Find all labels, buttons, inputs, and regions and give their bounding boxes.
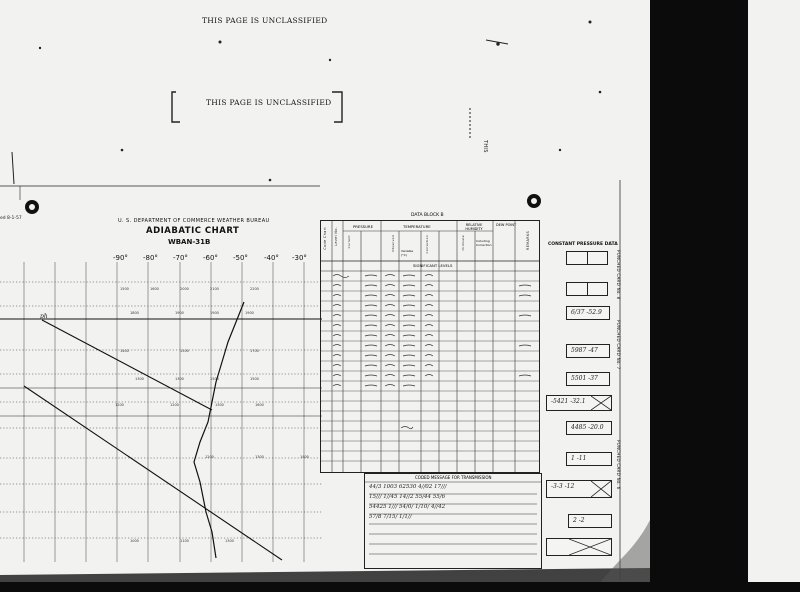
svg-text:2100: 2100 — [210, 287, 219, 291]
svg-text:2000: 2000 — [180, 287, 189, 291]
temp-label: -40° — [264, 254, 279, 262]
card-value: 1 -11 — [571, 455, 587, 462]
header-current: Current — [347, 235, 351, 249]
header-dew-point: DEW POINT — [496, 223, 517, 227]
svg-text:1300: 1300 — [175, 377, 184, 381]
card-value: 4485 -20.0 — [571, 424, 604, 431]
form-code: WBAN-31B — [168, 238, 211, 246]
pressure-card — [568, 514, 612, 528]
svg-text:1000: 1000 — [130, 539, 139, 543]
pressure-card — [566, 251, 608, 265]
svg-text:2200: 2200 — [250, 287, 259, 291]
data-block-table — [320, 213, 540, 473]
svg-text:1600: 1600 — [150, 287, 159, 291]
svg-text:1500: 1500 — [210, 377, 219, 381]
punched-card-8-label: PUNCHED CARD No. 8 — [616, 250, 621, 300]
message-line: 15/// 1//45 14//2 55/44 55/6 — [369, 494, 446, 500]
punched-card-7-label: PUNCHED CARD No. 7 — [616, 320, 621, 370]
card-value: 5501 -37 — [571, 375, 598, 382]
svg-text:1300: 1300 — [215, 403, 224, 407]
chart-title: ADIABATIC CHART — [146, 226, 240, 236]
header-remarks: REMARKS — [526, 231, 530, 251]
pressure-card — [566, 421, 612, 435]
svg-text:1500: 1500 — [180, 349, 189, 353]
pressure-card — [566, 344, 610, 358]
card-value: 2 -2 — [573, 517, 585, 524]
header-observed: Observed — [391, 235, 395, 252]
svg-text:1300: 1300 — [255, 455, 264, 459]
header-level-no: Level No. — [334, 227, 338, 246]
vertical-stamp: THIS — [482, 140, 488, 153]
svg-text:1900: 1900 — [210, 311, 219, 315]
temp-label: -50° — [233, 254, 248, 262]
card-value: -3-3 -12 — [551, 483, 575, 490]
adiabatic-chart-grid — [0, 262, 322, 562]
pressure-card — [566, 452, 612, 466]
cross-mark — [569, 539, 611, 555]
svg-text:1300: 1300 — [135, 377, 144, 381]
form-edge-note: ed 8-1-57 — [0, 216, 22, 221]
header-variable: Variable (°C) — [401, 249, 414, 257]
message-line: 44/3 1003 62530 4//02 17/// — [369, 484, 447, 490]
svg-text:1600: 1600 — [255, 403, 264, 407]
agency-line: U. S. DEPARTMENT OF COMMERCE WEATHER BUREAU — [118, 218, 270, 224]
svg-text:1900: 1900 — [175, 311, 184, 315]
header-temperature: TEMPERATURE — [403, 224, 431, 229]
temp-label: -80° — [143, 254, 158, 262]
unclassified-stamp-middle: THIS PAGE IS UNCLASSIFIED — [206, 98, 332, 107]
temp-label: -90° — [113, 254, 128, 262]
data-block-title: DATA BLOCK B — [411, 213, 444, 218]
table-grid — [321, 221, 539, 472]
header-including-correction: Including Correction — [476, 239, 492, 247]
svg-text:1500: 1500 — [250, 377, 259, 381]
svg-text:1400: 1400 — [120, 349, 129, 353]
svg-text:1900: 1900 — [245, 311, 254, 315]
svg-text:1200: 1200 — [115, 403, 124, 407]
pressure-card — [546, 395, 612, 411]
punch-hole-left — [25, 200, 39, 214]
message-line: 57/8 7/15/ 1/1// — [369, 514, 412, 520]
svg-text:1800: 1800 — [130, 311, 139, 315]
punched-card-6-label: PUNCHED CARD No. 6 — [616, 440, 621, 490]
pressure-card — [566, 372, 610, 386]
unclassified-stamp-top: THIS PAGE IS UNCLASSIFIED — [202, 16, 328, 25]
svg-text:1500: 1500 — [120, 287, 129, 291]
constant-pressure-title: CONSTANT PRESSURE DATA — [548, 242, 618, 247]
message-line: 54425 1/// 54/0/ 1/10/ 4//42 — [369, 504, 446, 510]
pressure-card — [566, 282, 608, 296]
card-value: 5987 -47 — [571, 347, 598, 354]
adjacent-page-edge — [748, 0, 800, 582]
header-relative-humidity: RELATIVE HUMIDITY — [465, 223, 483, 231]
temp-label: -30° — [292, 254, 307, 262]
svg-text:ph: ph — [40, 313, 48, 320]
svg-text:1700: 1700 — [250, 349, 259, 353]
header-pressure: PRESSURE — [353, 224, 373, 229]
pressure-card — [566, 306, 610, 320]
cross-mark — [591, 396, 611, 410]
card-value: 6/37 -52.9 — [571, 309, 602, 316]
svg-text:1200: 1200 — [205, 455, 214, 459]
cross-mark — [591, 481, 611, 497]
svg-text:1200: 1200 — [170, 403, 179, 407]
temp-label: -60° — [203, 254, 218, 262]
temp-label: -70° — [173, 254, 188, 262]
pressure-card — [546, 480, 612, 498]
header-ordinate: Ordinate — [461, 235, 465, 251]
coded-message-block — [364, 473, 542, 569]
coded-message-title: CODED MESSAGE FOR TRANSMISSION — [415, 475, 492, 480]
svg-text:1100: 1100 — [180, 539, 189, 543]
card-value: -5421 -32.1 — [551, 398, 586, 405]
header-correction: Correction — [425, 235, 429, 254]
svg-text:1300: 1300 — [225, 539, 234, 543]
punch-hole-right — [527, 194, 541, 208]
significant-levels-label: SIGNIFICANT LEVELS — [413, 263, 453, 268]
header-code-chart: Code Chart — [323, 227, 327, 250]
svg-text:1400: 1400 — [300, 455, 309, 459]
pressure-card — [546, 538, 612, 556]
